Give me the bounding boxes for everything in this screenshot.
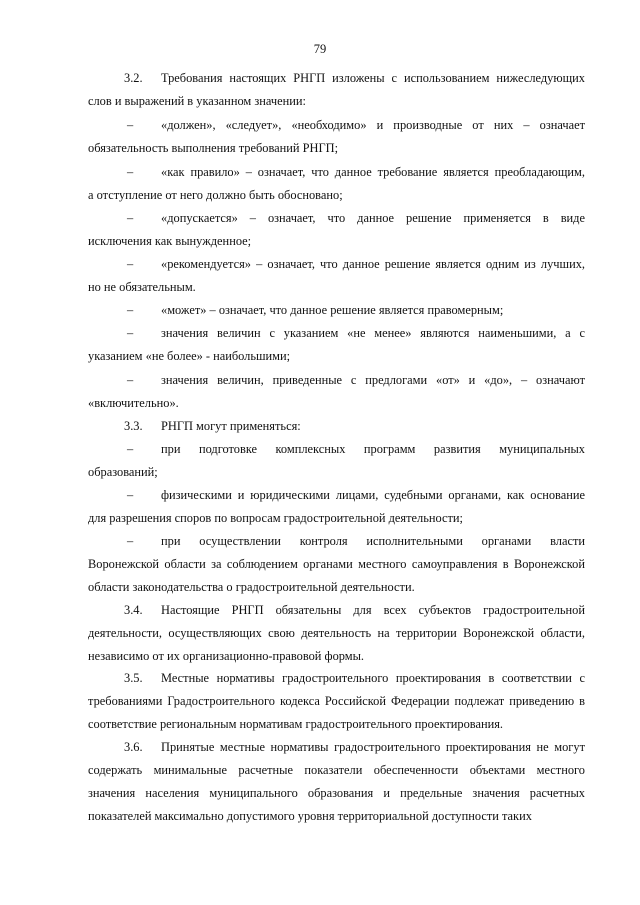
list-item <box>88 207 585 253</box>
dash-bullet: – <box>127 211 134 225</box>
list-item-continuation: «включительно». <box>88 396 179 410</box>
paragraph-3-6 <box>88 736 585 828</box>
list-item <box>88 530 585 599</box>
page-number: 79 <box>313 42 327 56</box>
list-item <box>88 114 585 160</box>
section-number: 3.3. <box>124 419 143 433</box>
dash-bullet: – <box>127 165 134 179</box>
paragraph-continuation: деятельности, осуществляющих свою деятельность на территории Воронежской области, независимо от их организационно-правовой формы. <box>88 626 585 663</box>
paragraph-first-line: РНГП могут применяться: <box>161 419 301 433</box>
list-item <box>88 299 585 322</box>
paragraph-continuation: содержать минимальные расчетные показатели обеспеченности объектами местного значения населения муниципального образования и предельные значения расчетных показателей максимально допустимого уровня территориальной доступности таких <box>88 763 585 823</box>
section-number: 3.5. <box>124 671 143 685</box>
dash-bullet: – <box>127 257 134 271</box>
list-item-first-line: при осуществлении контроля исполнительными органами власти <box>161 534 585 548</box>
section-number: 3.6. <box>124 740 143 754</box>
list-item-first-line: при подготовке комплексных программ развития муниципальных <box>161 442 585 456</box>
paragraph-3-3 <box>88 415 585 438</box>
paragraph-first-line: Местные нормативы градостроительного проектирования в соответствии с <box>161 671 585 685</box>
paragraph-continuation: требованиями Градостроительного кодекса Российской Федерации подлежат приведению в соответствие региональным нормативам градостроительного проектирования. <box>88 694 585 731</box>
section-number: 3.4. <box>124 603 143 617</box>
list-item-continuation: а отступление от него должно быть обосновано; <box>88 188 343 202</box>
list-item <box>88 161 585 207</box>
dash-bullet: – <box>127 326 134 340</box>
dash-bullet: – <box>127 442 134 456</box>
list-item-first-line: физическими и юридическими лицами, судебными органами, как основание <box>161 488 585 502</box>
paragraph-first-line: Требования настоящих РНГП изложены с использованием нижеследующих <box>161 71 585 85</box>
paragraph-3-5 <box>88 667 585 736</box>
list-item <box>88 369 585 415</box>
dash-bullet: – <box>127 118 134 132</box>
section-number: 3.2. <box>124 71 143 85</box>
list-item-first-line: «как правило» – означает, что данное требование является преобладающим, <box>161 165 585 179</box>
list-item-first-line: «рекомендуется» – означает, что данное решение является одним из лучших, <box>161 257 585 271</box>
list-item-first-line: «должен», «следует», «необходимо» и производные от них – означает <box>161 118 585 132</box>
paragraph-3-4 <box>88 599 585 668</box>
list-item <box>88 438 585 484</box>
list-item-first-line: «допускается» – означает, что данное решение применяется в виде <box>161 211 585 225</box>
dash-bullet: – <box>127 488 134 502</box>
list-item-continuation: указанием «не более» - наибольшими; <box>88 349 291 363</box>
paragraph-3-2 <box>88 67 585 113</box>
list-item-continuation: образований; <box>88 465 158 479</box>
list-item-continuation: но не обязательным. <box>88 280 196 294</box>
paragraph-first-line: Принятые местные нормативы градостроительного проектирования не могут <box>161 740 585 754</box>
list-item-first-line: «может» – означает, что данное решение является правомерным; <box>161 303 504 317</box>
dash-bullet: – <box>127 303 134 317</box>
list-item-continuation: исключения как вынужденное; <box>88 234 252 248</box>
list-item-first-line: значения величин с указанием «не менее» являются наименьшими, а с <box>161 326 585 340</box>
list-item-first-line: значения величин, приведенные с предлогами «от» и «до», – означают <box>161 373 585 387</box>
dash-bullet: – <box>127 373 134 387</box>
list-item <box>88 322 585 368</box>
list-item <box>88 484 585 530</box>
list-item-continuation: для разрешения споров по вопросам градостроительной деятельности; <box>88 511 463 525</box>
list-item-continuation: Воронежской области за соблюдением органами местного самоуправления в Воронежской области законодательства о градостроительной деятельности. <box>88 557 585 594</box>
paragraph-first-line: Настоящие РНГП обязательны для всех субъектов градостроительной <box>161 603 585 617</box>
list-item <box>88 253 585 299</box>
paragraph-continuation: слов и выражений в указанном значении: <box>88 94 306 108</box>
dash-bullet: – <box>127 534 134 548</box>
list-item-continuation: обязательность выполнения требований РНГП; <box>88 141 339 155</box>
